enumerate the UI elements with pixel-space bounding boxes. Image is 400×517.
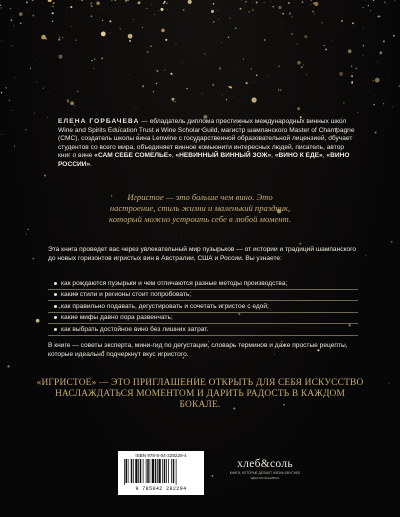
tagline: «ИГРИСТОЕ» — ЭТО ПРИГЛАШЕНИЕ ОТКРЫТЬ ДЛЯ СЕБЯ ИСКУССТВО НАСЛАЖДАТЬСЯ МОМЕНТОМ И ДАРИТЬ РАДОСТЬ В КАЖДОМ БОКАЛЕ. xyxy=(36,378,364,411)
list-item: как рождаются пузырьки и чем отличаются разные методы производства; xyxy=(48,278,358,290)
quote: Игристое — это больше чем вино. Это настроение, стиль жизни и маленький праздник, который можно устроить себе в любой момент. xyxy=(109,192,291,224)
author-bio: ЕЛЕНА ГОРБАЧЕВА — обладатель диплома престижных международных винных школ Wine and Spirits Education Trust и Wine Scholar Guild, магистр шампанского Master of Champagne (CMC), создатель школы вина Lenwine с государственной образовательной лицензией, обучает студентов со всего мира, объединяет винное комьюнити интересных людей, писатель, автор книг о вине «САМ СЕБЕ СОМЕЛЬЕ», «НЕВИННЫЙ ВИННЫЙ ЗОЖ», «ВИНО К ЕДЕ», «ВИНО РОССИИ». xyxy=(58,118,355,168)
bullet-icon xyxy=(54,305,57,308)
summary-paragraph: В книге — советы эксперта, мини-гид по дегустации, словарь терминов и даже простые рецепты, которые идеально подчеркнут вкус игристого. xyxy=(48,342,348,358)
barcode xyxy=(118,451,204,495)
author-bio-text: — обладатель диплома престижных международных винных школ Wine and Spirits Education Trust и Wine Scholar Guild, магистр шампанского Master of Champagne (CMC), создатель школы вина Lenwine с государственной образовательной лицензией, обучает студентов со всего мира, объединяет винное комьюнити интересных людей, писатель, автор книг о вине xyxy=(58,118,355,160)
barcode-number: 9 785042 282294 xyxy=(135,486,187,492)
publisher-site: ЭДЕНТ.РУ/KHLEBSOL xyxy=(250,476,280,480)
book-title-2: «НЕВИННЫЙ ВИННЫЙ ЗОЖ» xyxy=(175,152,272,160)
list-item: как правильно подавать, дегустировать и сочетать игристое с едой; xyxy=(48,301,358,313)
list-item: какие стили и регионы стоит попробовать; xyxy=(48,290,358,302)
list-item: какие мифы давно пора развенчать; xyxy=(48,313,358,325)
isbn-text: ISBN 978-5-04-228229-4 xyxy=(135,453,187,458)
book-title-1: «САМ СЕБЕ СОМЕЛЬЕ» xyxy=(94,152,172,160)
intro-paragraph: Эта книга проведет вас через увлекательный мир пузырьков — от истории и традиций шампанского до новых горизонтов игристых вин в Австралии, США и России. Вы узнаете: xyxy=(48,246,357,262)
publisher-name: хлеб&соль xyxy=(237,458,293,470)
publisher-motto: КНИГИ, КОТОРЫЕ ДЕЛАЮТ ЖИЗНЬ ВКУСНЕЕ xyxy=(229,471,301,475)
book-title-4: «ВИНО РОССИИ» xyxy=(58,152,350,168)
publisher-logo xyxy=(225,458,305,480)
bullet-icon xyxy=(54,293,57,296)
bullet-icon xyxy=(54,328,57,331)
learning-points-list xyxy=(48,278,358,336)
author-name: ЕЛЕНА ГОРБАЧЕВА xyxy=(58,118,140,125)
list-item: как выбрать достойное вино без лишних затрат. xyxy=(48,324,358,336)
bullet-icon xyxy=(54,282,57,285)
bullet-icon xyxy=(54,316,57,319)
book-title-3: «ВИНО К ЕДЕ» xyxy=(274,152,323,160)
barcode-bars-icon xyxy=(124,459,198,485)
